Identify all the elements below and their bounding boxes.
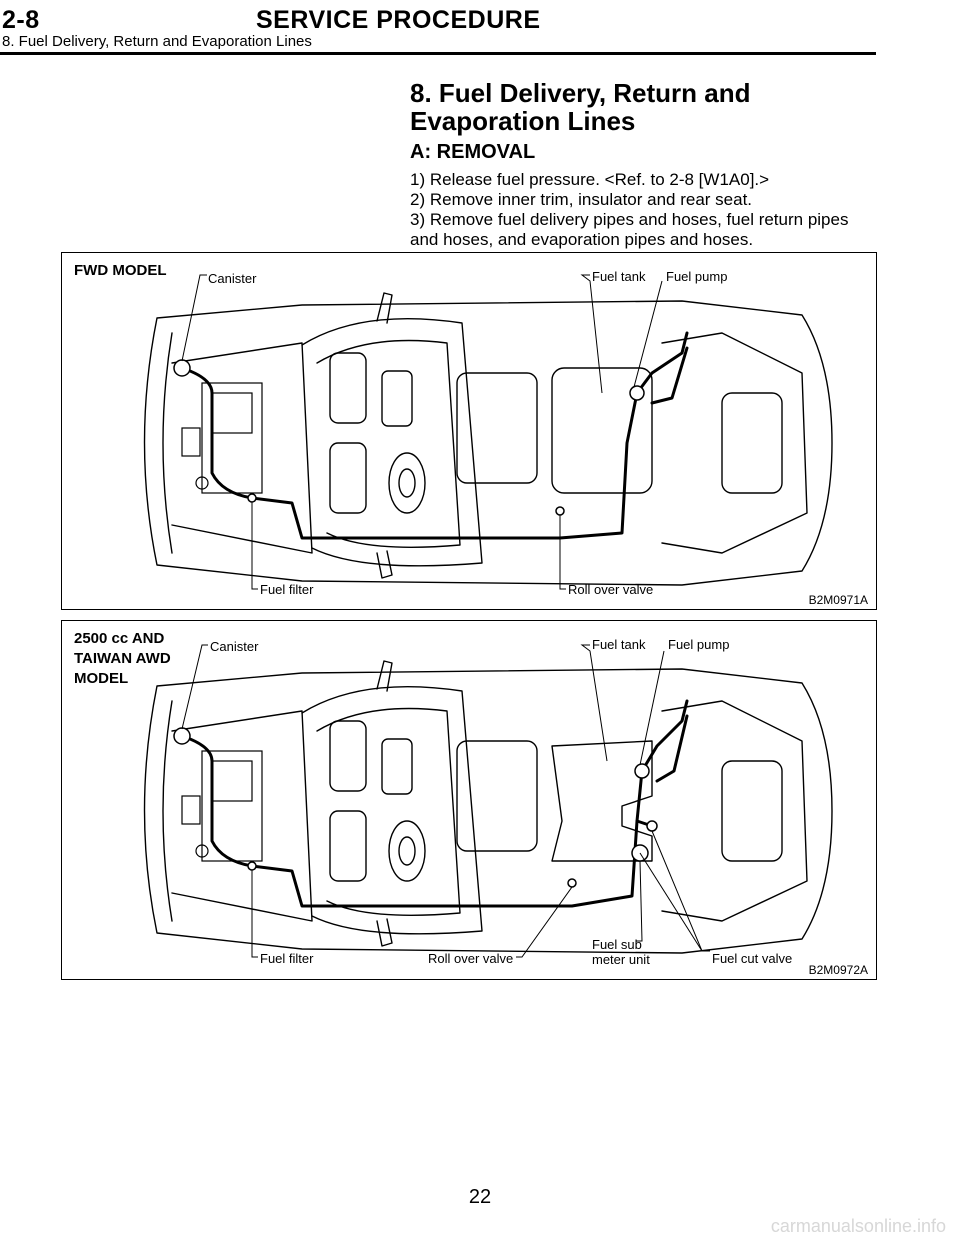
figure-fwd-model [61, 252, 877, 610]
fuel-tank-callout: Fuel tank [592, 637, 646, 652]
figure-id: B2M0972A [808, 963, 868, 977]
canister-callout: Canister [208, 271, 257, 286]
awd-model-label-line2: TAIWAN AWD [74, 650, 171, 667]
page-header [0, 0, 960, 58]
main-heading-line1: 8. Fuel Delivery, Return and [410, 78, 751, 108]
roll-over-valve-callout: Roll over valve [568, 582, 654, 597]
removal-heading: A: REMOVAL [410, 141, 536, 163]
header-divider [0, 52, 876, 55]
fuel-pump-callout: Fuel pump [668, 637, 730, 652]
awd-model-label [74, 629, 171, 689]
fwd-car-diagram [62, 253, 877, 610]
subsection-title: 8. Fuel Delivery, Return and Evaporation Lines [2, 33, 312, 50]
fuel-sub-meter-line2: meter unit [592, 952, 650, 967]
roll-over-valve-callout: Roll over valve [428, 951, 514, 966]
canister-callout: Canister [210, 639, 259, 654]
fwd-model-label: FWD MODEL [74, 262, 167, 279]
fuel-tank-callout: Fuel tank [592, 269, 646, 284]
figure-awd-model [61, 620, 877, 980]
main-heading-line2: Evaporation Lines [410, 106, 636, 136]
step-1: 1) Release fuel pressure. <Ref. to 2-8 [W1A0].> [410, 170, 770, 189]
step-3-continued: and hoses, and evaporation pipes and hoses. [410, 230, 754, 249]
fuel-sub-meter-line1: Fuel sub [592, 937, 642, 952]
awd-model-label-line3: MODEL [74, 670, 129, 687]
awd-car-diagram [62, 621, 877, 980]
fuel-filter-callout: Fuel filter [260, 582, 314, 597]
figure-id: B2M0971A [808, 593, 868, 607]
watermark: carmanualsonline.info [770, 1216, 946, 1236]
fuel-pump-callout: Fuel pump [666, 269, 728, 284]
section-number: 2-8 [2, 6, 40, 34]
procedure-steps [410, 170, 880, 250]
fuel-sub-meter-callout [592, 937, 650, 967]
section-title: SERVICE PROCEDURE [256, 6, 541, 34]
main-heading [410, 79, 870, 135]
step-2: 2) Remove inner trim, insulator and rear seat. [410, 190, 753, 209]
fuel-filter-callout: Fuel filter [260, 951, 314, 966]
awd-model-label-line1: 2500 cc AND [74, 630, 165, 647]
step-3: 3) Remove fuel delivery pipes and hoses, fuel return pipes [410, 210, 849, 229]
fuel-cut-valve-callout: Fuel cut valve [712, 951, 793, 966]
page-number: 22 [468, 1186, 492, 1208]
